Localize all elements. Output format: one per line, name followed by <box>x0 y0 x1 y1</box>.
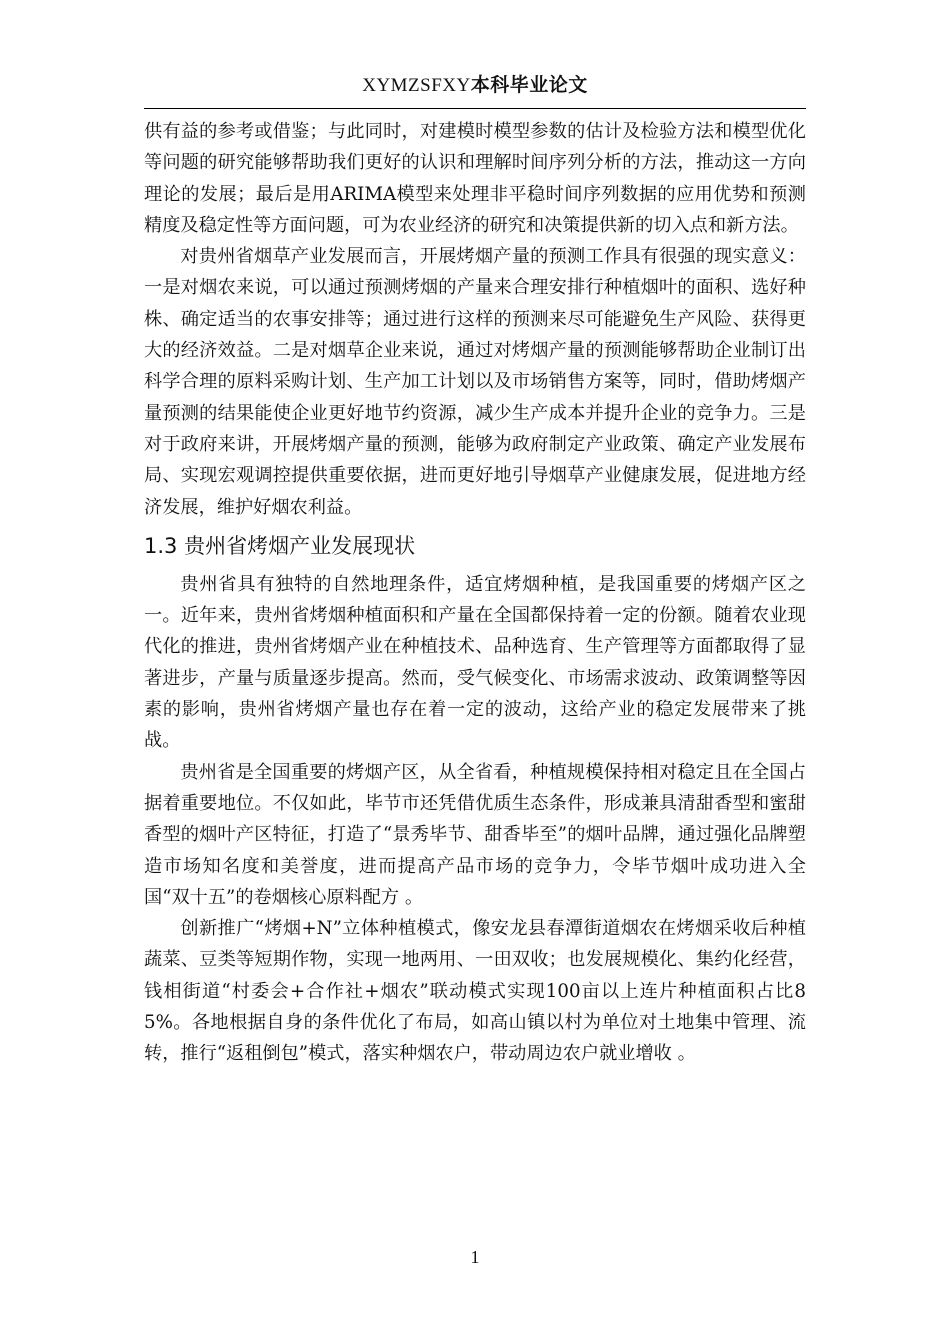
header-latin-code: XYMZSFXY <box>362 75 471 96</box>
header-rule <box>144 108 806 109</box>
paragraph-significance: 对贵州省烟草产业发展而言，开展烤烟产量的预测工作具有很强的现实意义：一是对烟农来说，可以通过预测烤烟的产量来合理安排行种植烟叶的面积、选好种株、确定适当的农事安排等；通过进行这样的预测来尽可能避免生产风险、获得更大的经济效益。二是对烟草企业来说，通过对烤烟产量的预测能够帮助企业制订出科学合理的原料采购计划、生产加工计划以及市场销售方案等，同时，借助烤烟产量预测的结果能使企业更好地节约资源，减少生产成本并提升企业的竞争力。三是对于政府来讲，开展烤烟产量的预测，能够为政府制定产业政策、确定产业发展布局、实现宏观调控提供重要依据，进而更好地引导烟草产业健康发展，促进地方经济发展，维护好烟农利益。 <box>144 246 806 518</box>
section-heading: 1.3 贵州省烤烟产业发展现状 <box>144 533 416 558</box>
paragraph-planting-model: 创新推广“烤烟+N”立体种植模式，像安龙县春潭街道烟农在烤烟采收后种植蔬菜、豆类等短期作物，实现一地两用、一田双收；也发展规模化、集约化经营，钱相街道“村委会+合作社+烟农”联动模式实现100亩以上连片种植面积占比85%。各地根据自身的条件优化了布局，如高山镇以村为单位对土地集中管理、流转，推行“返租倒包”模式，落实种烟农户，带动周边农户就业增收 。 <box>144 918 806 1065</box>
paragraph-bijie: 贵州省是全国重要的烤烟产区，从全省看，种植规模保持相对稳定且在全国占据着重要地位。不仅如此，毕节市还凭借优质生态条件，形成兼具清甜香型和蜜甜香型的烟叶产区特征，打造了“景秀毕节、甜香毕至”的烟叶品牌，通过强化品牌塑造市场知名度和美誉度，进而提高产品市场的竞争力，令毕节烟叶成功进入全国“双十五”的卷烟核心原料配方 。 <box>144 761 806 908</box>
running-header <box>0 70 950 97</box>
paragraph-overview: 贵州省具有独特的自然地理条件，适宜烤烟种植，是我国重要的烤烟产区之一。近年来，贵州省烤烟种植面积和产量在全国都保持着一定的份额。随着农业现代化的推进，贵州省烤烟产业在种植技术、品种选育、生产管理等方面都取得了显著进步，产量与质量逐步提高。然而，受气候变化、市场需求波动、政策调整等因素的影响，贵州省烤烟产量也存在着一定的波动，这给产业的稳定发展带来了挑战。 <box>144 573 806 752</box>
page-number: 1 <box>470 1247 480 1267</box>
header-title: 本科毕业论文 <box>470 74 588 96</box>
paragraph-continuation: 供有益的参考或借鉴；与此同时，对建模时模型参数的估计及检验方法和模型优化等问题的研究能够帮助我们更好的认识和理解时间序列分析的方法，推动这一方向理论的发展；最后是用ARIMA模型来处理非平稳时间序列数据的应用优势和预测精度及稳定性等方面问题，可为农业经济的研究和决策提供新的切入点和新方法。 <box>144 121 806 236</box>
body-text <box>144 116 806 1070</box>
